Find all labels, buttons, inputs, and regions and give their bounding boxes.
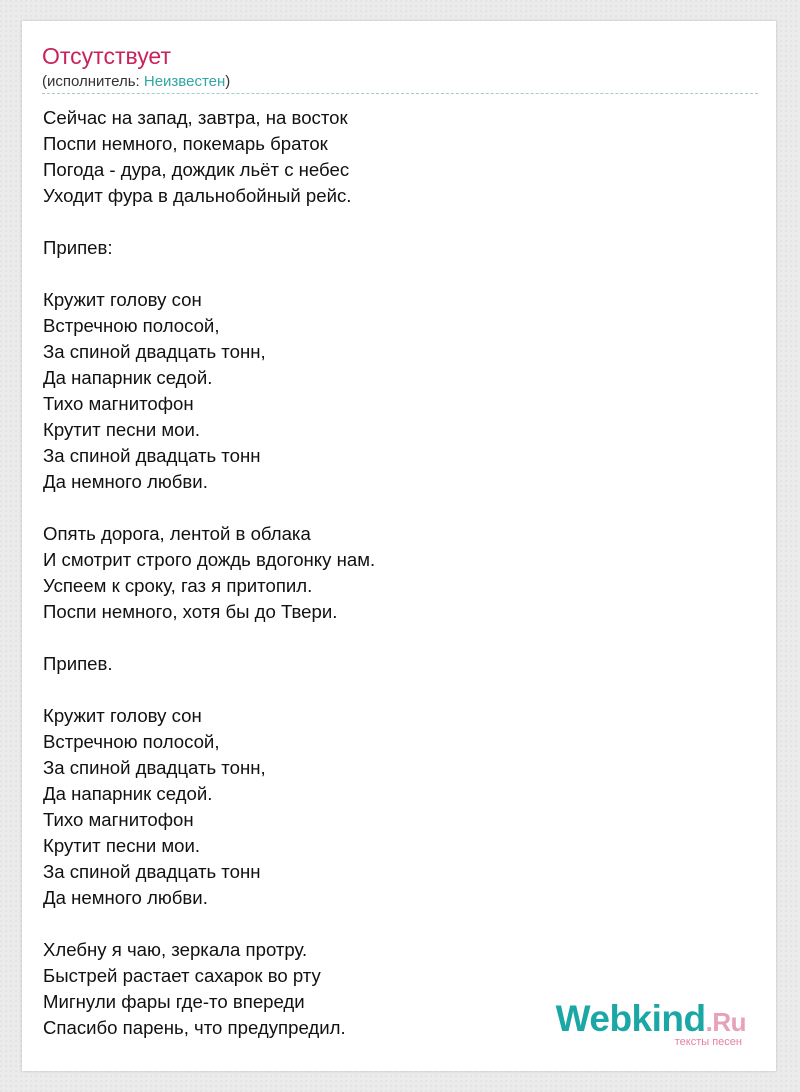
lyric-line: Встречною полосой, — [43, 315, 220, 336]
artist-link[interactable]: Неизвестен — [143, 73, 226, 90]
lyric-line: Хлебну я чаю, зеркала протру. — [43, 939, 308, 960]
artist-line — [42, 73, 230, 91]
lyric-line: Встречною полосой, — [43, 731, 220, 752]
artist-suffix: ) — [225, 73, 231, 90]
logo-main-text: Webkind — [555, 998, 706, 1039]
song-title: Отсутствует — [42, 43, 171, 69]
lyric-line: Да напарник седой. — [43, 783, 213, 804]
lyrics-text — [43, 105, 743, 1041]
lyric-line: Погода - дура, дождик льёт с небес — [43, 159, 350, 180]
lyric-line: Поспи немного, покемарь браток — [43, 133, 328, 154]
lyric-line: За спиной двадцать тонн, — [43, 757, 266, 778]
lyric-line: Да напарник седой. — [43, 367, 213, 388]
lyric-line: За спиной двадцать тонн — [43, 861, 261, 882]
lyric-blank-line — [43, 911, 743, 937]
lyric-line: Да немного любви. — [43, 887, 208, 908]
lyric-line: Опять дорога, лентой в облака — [43, 523, 311, 544]
lyric-line: Уходит фура в дальнобойный рейс. — [43, 185, 352, 206]
logo-tagline: тексты песен — [674, 1036, 742, 1048]
artist-prefix: (исполнитель: — [42, 73, 144, 90]
lyric-line: За спиной двадцать тонн — [43, 445, 261, 466]
lyric-blank-line — [43, 209, 743, 235]
lyric-line: Сейчас на запад, завтра, на восток — [43, 107, 348, 128]
lyric-line: Мигнули фары где-то впереди — [43, 991, 305, 1012]
lyric-blank-line — [43, 677, 743, 703]
lyric-line: За спиной двадцать тонн, — [43, 341, 266, 362]
lyric-line: Успеем к сроку, газ я притопил. — [43, 575, 313, 596]
lyric-line: Быстрей растает сахарок во рту — [43, 965, 321, 986]
lyric-line: Поспи немного, хотя бы до Твери. — [43, 601, 338, 622]
lyric-line: И смотрит строго дождь вдогонку нам. — [43, 549, 376, 570]
lyric-line: Припев. — [43, 653, 113, 674]
dashed-divider — [42, 93, 758, 94]
lyric-line: Тихо магнитофон — [43, 809, 194, 830]
lyrics-card — [22, 21, 776, 1071]
lyric-line: Кружит голову сон — [43, 289, 202, 310]
lyric-blank-line — [43, 625, 743, 651]
webkind-logo[interactable] — [546, 998, 746, 1048]
lyric-line: Тихо магнитофон — [43, 393, 194, 414]
lyric-line: Крутит песни мои. — [43, 835, 201, 856]
lyric-line: Кружит голову сон — [43, 705, 202, 726]
lyric-line: Крутит песни мои. — [43, 419, 201, 440]
lyric-line: Да немного любви. — [43, 471, 208, 492]
lyric-blank-line — [43, 261, 743, 287]
lyric-blank-line — [43, 495, 743, 521]
lyric-line: Спасибо парень, что предупредил. — [43, 1017, 346, 1038]
logo-tld: .Ru — [705, 1007, 746, 1037]
lyric-line: Припев: — [43, 237, 113, 258]
